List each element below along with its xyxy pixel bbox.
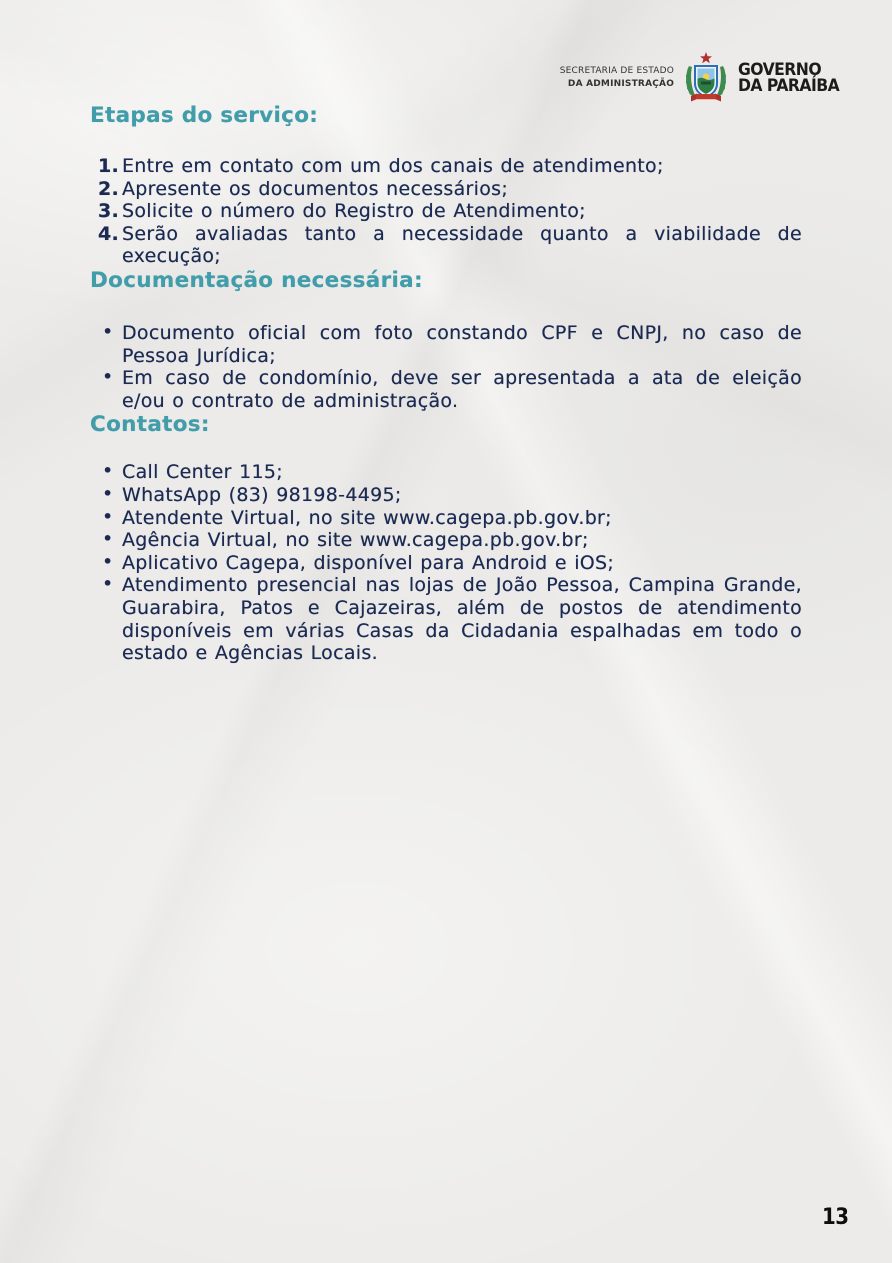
step-number: 1. [98,155,120,177]
contatos-item: • Atendente Virtual, no site www.cagepa.pb.gov.br; [90,507,802,530]
step-number: 3. [98,200,120,223]
documentacao-list [90,322,802,412]
contatos-item: • Atendimento presencial nas lojas de João Pessoa, Campina Grande, Guarabira, Patos e Cajazeiras, além de postos de atendimento disponíveis em várias Casas da Cidadania espalhadas em todo o estado e Agências Locais. [90,574,802,664]
etapas-item: 1. Entre em contato com um dos canais de atendimento; [98,155,664,177]
governo-line2: DA PARAÍBA [738,76,840,96]
etapas-list [90,155,802,268]
governo-line1: GOVERNO [738,60,822,80]
contatos-item: • WhatsApp (83) 98198-4495; [90,484,802,507]
page-content [90,103,802,665]
etapas-item: 4. Serão avaliadas tanto a necessidade quanto a viabilidade de execução; [98,222,802,268]
contatos-item: • Agência Virtual, no site www.cagepa.pb.gov.br; [90,529,802,552]
etapas-item: 3. Solicite o número do Registro de Atendimento; [98,200,586,223]
step-number: 4. [98,222,120,245]
documentacao-item: • Em caso de condomínio, deve ser apresentada a ata de eleição e/ou o contrato de administração. [90,367,802,412]
governo-block [738,62,839,94]
secretaria-line1: SECRETARIA DE ESTADO [559,66,675,76]
secretaria-block [560,65,674,91]
etapas-item: 2. Apresente os documentos necessários; [98,177,509,200]
section-title-documentacao: Documentação necessária: [90,267,423,293]
contatos-list [90,461,802,664]
section-title-etapas: Etapas do serviço: [90,103,319,128]
section-title-contatos: Contatos: [90,412,210,438]
documentacao-item: • Documento oficial com foto constando CPF e CNPJ, no caso de Pessoa Jurídica; [90,322,802,367]
page-header [560,52,848,104]
contatos-item: • Call Center 115; [90,461,802,484]
paraiba-coat-of-arms-icon [683,52,729,104]
secretaria-line2: DA ADMINISTRAÇÃO [567,79,675,89]
page-number: 13 [822,1205,849,1230]
contatos-item: • Aplicativo Cagepa, disponível para Android e iOS; [90,552,802,575]
step-number: 2. [98,177,120,200]
